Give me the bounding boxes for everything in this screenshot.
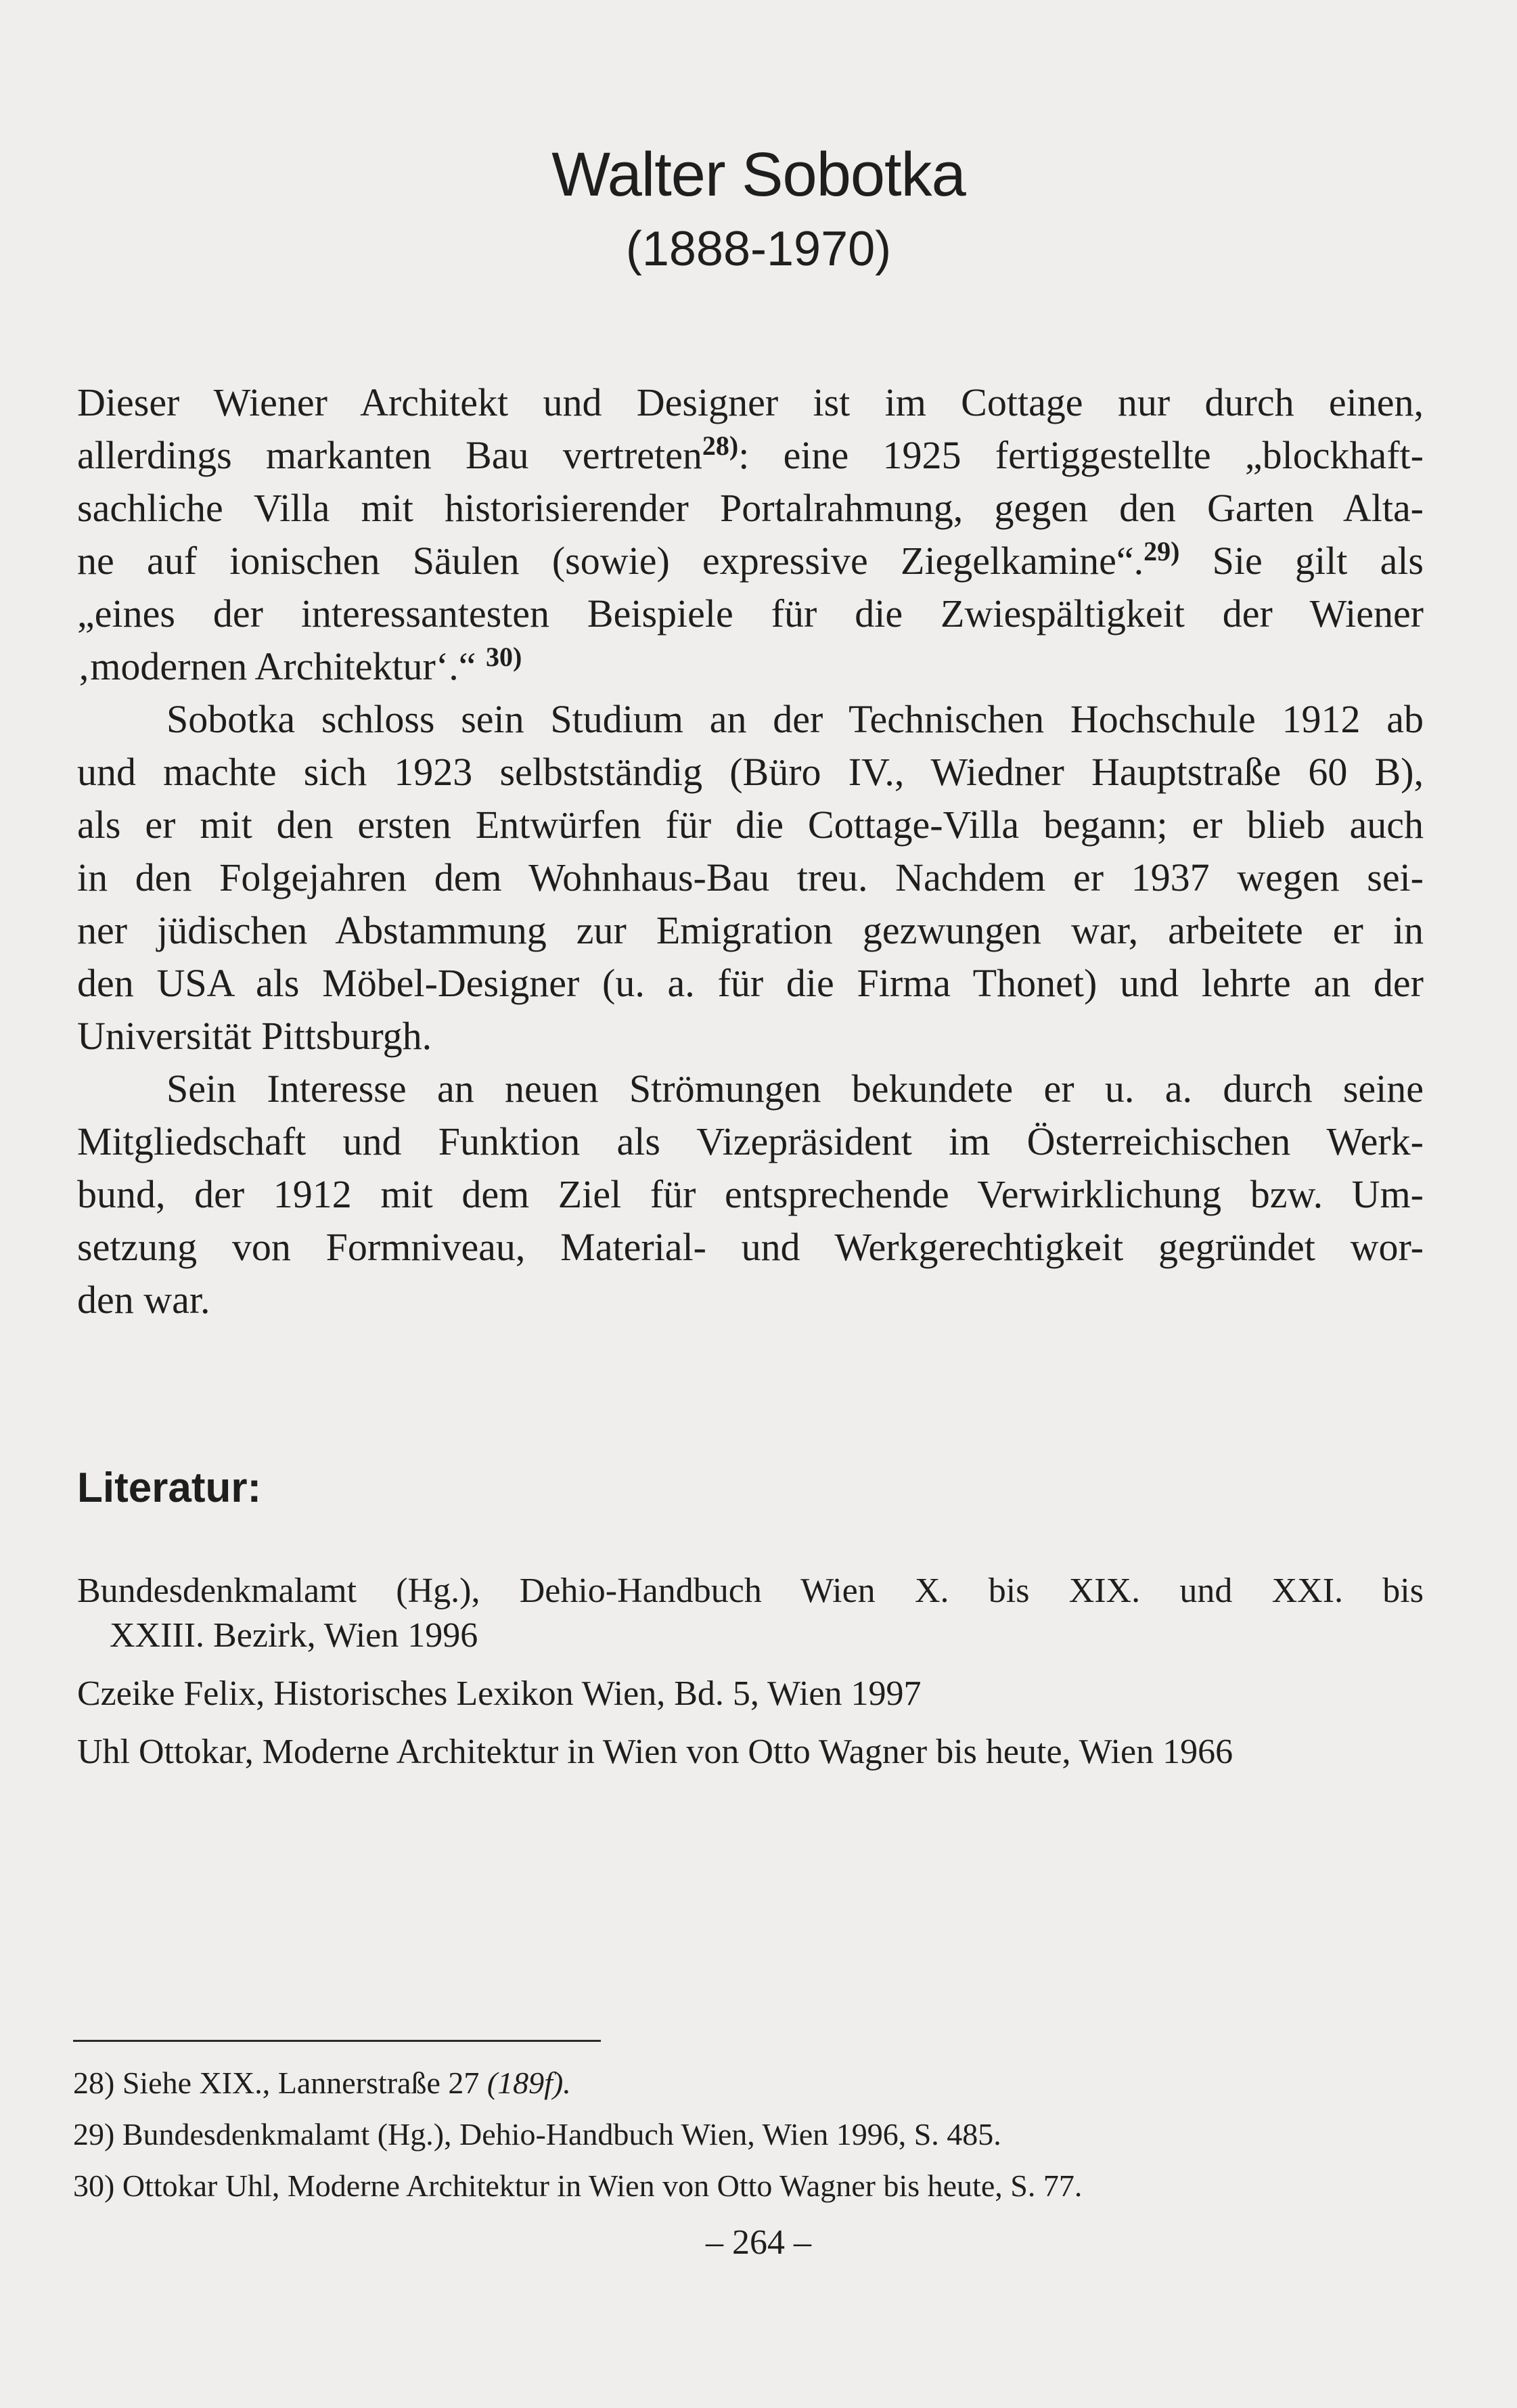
text-line: setzung von Formniveau, Material- und Werkgerechtigkeit gegründet wor- bbox=[77, 1225, 1424, 1269]
footnote-ref-30: 30) bbox=[485, 642, 522, 672]
text-line: „eines der interessantesten Beispiele für die Zwiespältigkeit der Wiener bbox=[77, 592, 1424, 636]
footnote-ref-28: 28) bbox=[702, 430, 739, 461]
literature-entry-line: Uhl Ottokar, Moderne Architektur in Wien von Otto Wagner bis heute, Wien 1966 bbox=[77, 1733, 1233, 1771]
text-line: ner jüdischen Abstammung zur Emigration gezwungen war, arbeitete er in bbox=[77, 908, 1424, 952]
literature-heading: Literatur: bbox=[77, 1465, 262, 1511]
text-line: sachliche Villa mit historisierender Portalrahmung, gegen den Garten Alta- bbox=[77, 486, 1424, 530]
footnote-28: 28) Siehe XIX., Lannerstraße 27 (189f). bbox=[73, 2066, 571, 2100]
text-line: als er mit den ersten Entwürfen für die Cottage-Villa begann; er blieb auch bbox=[77, 803, 1424, 847]
page-title: Walter Sobotka bbox=[551, 140, 966, 209]
life-years: (1888-1970) bbox=[625, 222, 892, 276]
paragraph-1 bbox=[77, 376, 1424, 693]
footnote-divider bbox=[73, 2040, 601, 2042]
text-line: Universität Pittsburgh. bbox=[77, 1014, 432, 1058]
text-line: Sobotka schloss sein Studium an der Technischen Hochschule 1912 ab bbox=[166, 697, 1424, 741]
paragraph-3 bbox=[77, 1063, 1424, 1326]
literature-list bbox=[77, 1569, 1424, 1788]
literature-entry bbox=[77, 1730, 1424, 1775]
literature-entry bbox=[77, 1569, 1424, 1658]
footnote-29: 29) Bundesdenkmalamt (Hg.), Dehio-Handbuch Wien, Wien 1996, S. 485. bbox=[73, 2117, 1001, 2151]
literature-entry-line: Czeike Felix, Historisches Lexikon Wien, Bd. 5, Wien 1997 bbox=[77, 1674, 922, 1713]
literature-entry-line: Bundesdenkmalamt (Hg.), Dehio-Handbuch Wien X. bis XIX. und XXI. bis bbox=[77, 1571, 1424, 1610]
page-number: – 264 – bbox=[706, 2223, 811, 2262]
literature-entry-line: XXIII. Bezirk, Wien 1996 bbox=[110, 1616, 478, 1655]
literature-entry bbox=[77, 1672, 1424, 1716]
biography-text bbox=[77, 376, 1424, 1326]
text-line: ‚modernen Architektur‘.“ $^{30)}$ bbox=[77, 642, 522, 688]
text-line: Sein Interesse an neuen Strömungen bekundete er u. a. durch seine bbox=[166, 1067, 1424, 1111]
footnote-ref-29: 29) bbox=[1144, 536, 1180, 566]
text-line: allerdings markanten Bau vertreten$^{28)}$: eine 1925 fertiggestellte „blockhaft- bbox=[77, 430, 1424, 477]
text-line: Dieser Wiener Architekt und Designer ist im Cottage nur durch einen, bbox=[77, 380, 1424, 424]
text-line: den war. bbox=[77, 1278, 210, 1322]
text-line: ne auf ionischen Säulen (sowie) expressive Ziegelkamine“.$^{29)}$ Sie gilt als bbox=[77, 536, 1424, 583]
text-line: bund, der 1912 mit dem Ziel für entsprechende Verwirklichung bzw. Um- bbox=[77, 1172, 1424, 1216]
paragraph-2 bbox=[77, 693, 1424, 1063]
text-line: und machte sich 1923 selbstständig (Büro IV., Wiedner Hauptstraße 60 B), bbox=[77, 750, 1424, 794]
footnote-30: 30) Ottokar Uhl, Moderne Architektur in Wien von Otto Wagner bis heute, S. 77. bbox=[73, 2168, 1083, 2203]
text-line: in den Folgejahren dem Wohnhaus-Bau treu. Nachdem er 1937 wegen sei- bbox=[77, 855, 1424, 899]
text-line: Mitgliedschaft und Funktion als Vizepräsident im Österreichischen Werk- bbox=[77, 1119, 1424, 1163]
text-line: den USA als Möbel-Designer (u. a. für die Firma Thonet) und lehrte an der bbox=[77, 961, 1424, 1005]
footnotes bbox=[73, 2057, 1420, 2212]
